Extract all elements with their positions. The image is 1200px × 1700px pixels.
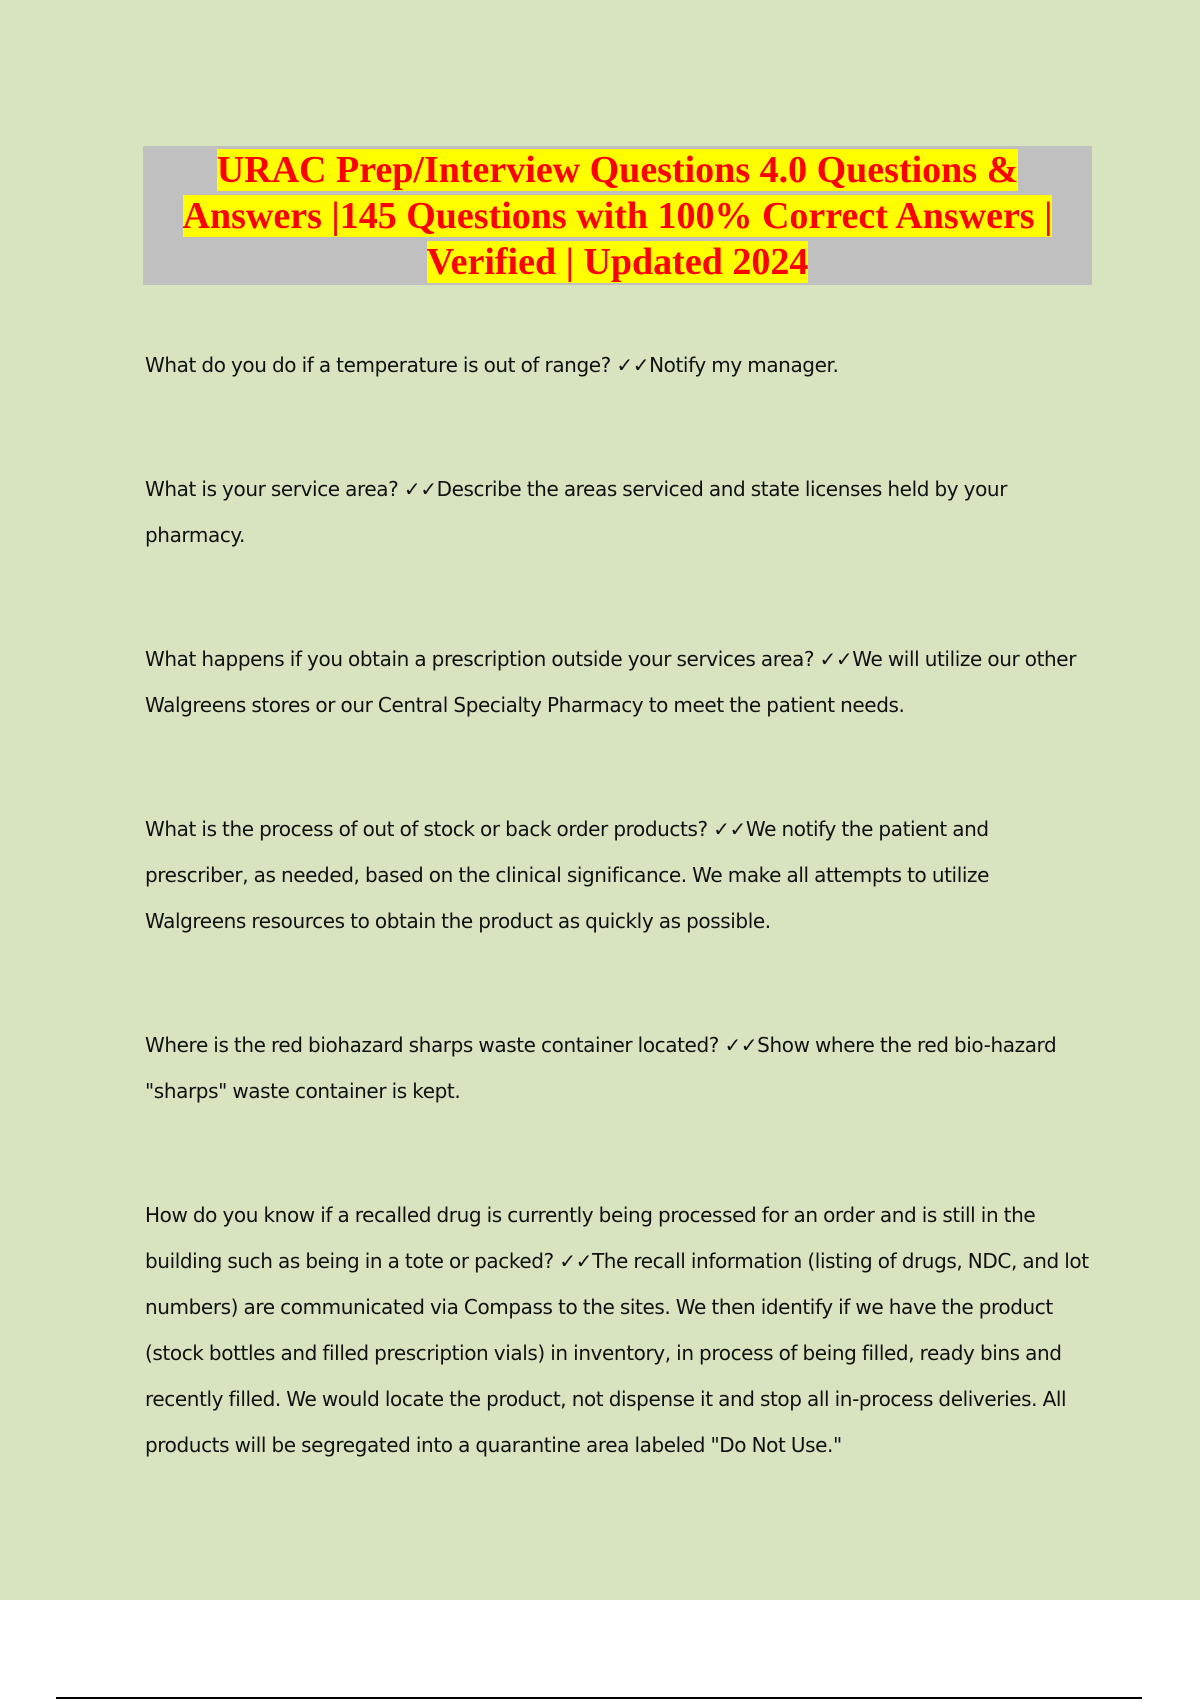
double-check-icon: ✓✓: [559, 1249, 592, 1273]
answer-text: Describe the areas serviced and state licenses held by your pharmacy.: [145, 477, 1008, 547]
answer-text: Notify my manager.: [649, 353, 839, 377]
qa-item-3: [145, 636, 1095, 728]
double-check-icon: ✓✓: [616, 353, 650, 377]
question-text: How do you know if a recalled drug is currently being processed for an order and is still in the building such as being in a tote or packed?: [145, 1203, 1036, 1273]
answer-text: We will utilize our other Walgreens stores or our Central Specialty Pharmacy to meet the patient needs.: [145, 647, 1077, 717]
answer-text: We notify the patient and prescriber, as needed, based on the clinical significance. We make all attempts to utilize Walgreens resources to obtain the product as quickly as possible.: [145, 817, 990, 933]
qa-item-4: [145, 806, 1095, 944]
question-text: What is the process of out of stock or back order products?: [145, 817, 708, 841]
title-line-2: Answers |145 Questions with 100% Correct Answers |: [182, 194, 1053, 237]
double-check-icon: ✓✓: [403, 477, 437, 501]
title-line-1: URAC Prep/Interview Questions 4.0 Questions &: [216, 148, 1019, 191]
qa-item-2: [145, 466, 1095, 558]
answer-text: Show where the red bio-hazard "sharps" waste container is kept.: [145, 1033, 1057, 1103]
double-check-icon: ✓✓: [724, 1033, 758, 1057]
question-text: What happens if you obtain a prescription outside your services area?: [145, 647, 815, 671]
document-title: [183, 147, 1053, 285]
title-line-3: Verified | Updated 2024: [426, 240, 809, 283]
title-banner: [143, 146, 1092, 285]
qa-item-1: [145, 342, 1095, 388]
qa-list: [145, 342, 1095, 1546]
question-text: What is your service area?: [145, 477, 399, 501]
qa-item-6: [145, 1192, 1095, 1468]
question-text: Where is the red biohazard sharps waste container located?: [145, 1033, 719, 1057]
question-text: What do you do if a temperature is out of range?: [145, 353, 611, 377]
double-check-icon: ✓✓: [819, 647, 853, 671]
answer-text: The recall information (listing of drugs, NDC, and lot numbers) are communicated via Compass to the sites. We then identify if we have the product (stock bottles and filled prescription vials) in inventory, in process of being filled, ready bins and recently filled. We would locate the product, not dispense it and stop all in-process deliveries. All products will be segregated into a quarantine area labeled "Do Not Use.": [145, 1249, 1089, 1457]
qa-item-5: [145, 1022, 1095, 1114]
footer-divider: [56, 1697, 1142, 1699]
double-check-icon: ✓✓: [713, 817, 746, 841]
